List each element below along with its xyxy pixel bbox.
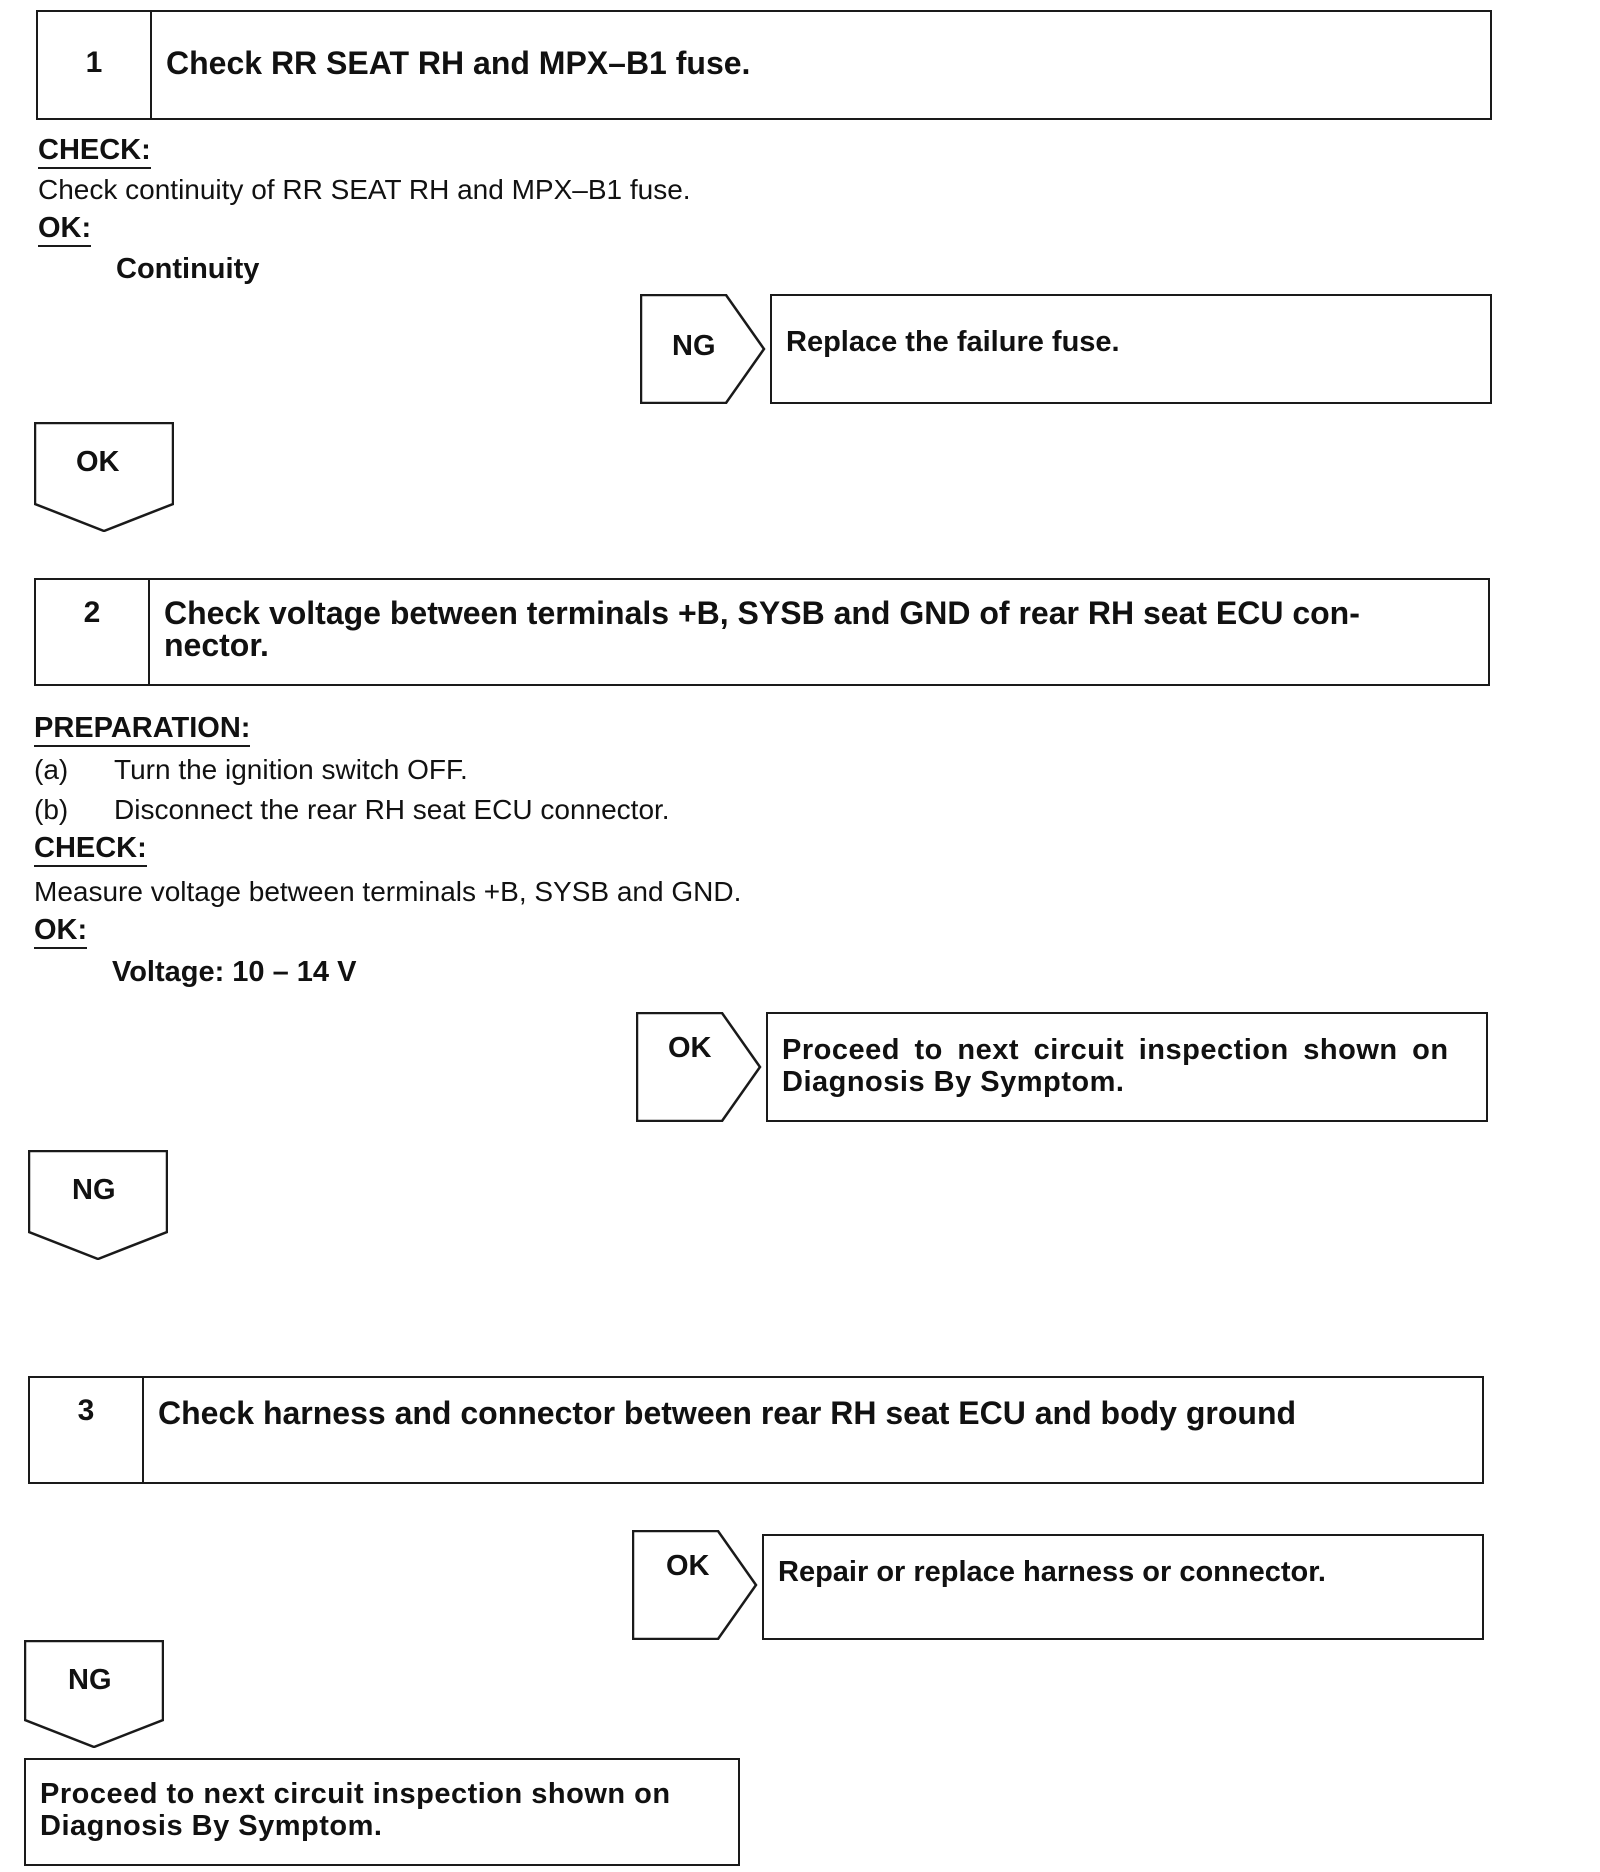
step-2-ok-result-line-1: Proceed to next circuit inspection shown on xyxy=(782,1034,1449,1066)
step-2-ok-result xyxy=(766,1012,1488,1122)
prep-item-text: Turn the ignition switch OFF. xyxy=(114,754,468,785)
step-1-number: 1 xyxy=(38,12,152,118)
step-1-ok-arrow-label: OK xyxy=(76,446,120,478)
prep-item-text: Disconnect the rear RH seat ECU connector. xyxy=(114,794,670,825)
step-1-title: Check RR SEAT RH and MPX–B1 fuse. xyxy=(166,45,751,81)
step-2-ok-arrow-label: OK xyxy=(668,1032,712,1064)
step-2-ok-value: Voltage: 10 – 14 V xyxy=(112,956,357,988)
step-3-ok-arrow xyxy=(632,1530,758,1640)
step-2-title-line-1: Check voltage between terminals +B, SYSB and GND of rear RH seat ECU con- xyxy=(164,595,1360,631)
step-2-ok-arrow xyxy=(636,1012,762,1122)
step-3-number: 3 xyxy=(30,1378,144,1482)
step-1-ok-value: Continuity xyxy=(116,253,260,285)
step-1-header xyxy=(36,10,1492,120)
step-3-title: Check harness and connector between rear RH seat ECU and body ground xyxy=(158,1395,1297,1431)
step-1-ng-arrow-label: NG xyxy=(672,330,716,362)
prep-item-mark: (b) xyxy=(34,794,69,825)
step-3-ng-arrow-label: NG xyxy=(68,1664,112,1696)
right-arrow-icon xyxy=(636,1012,762,1122)
step-2-ng-arrow-label: NG xyxy=(72,1174,116,1206)
step-2-check-text: Measure voltage between terminals +B, SYSB and GND. xyxy=(34,876,742,907)
step-1-check-text: Check continuity of RR SEAT RH and MPX–B1 fuse. xyxy=(38,174,691,205)
right-arrow-icon xyxy=(632,1530,758,1640)
prep-item-mark: (a) xyxy=(34,754,69,785)
step-2-number: 2 xyxy=(36,580,150,684)
step-3-ng-result-line-2: Diagnosis By Symptom. xyxy=(40,1810,383,1842)
step-1-check-label: CHECK: xyxy=(38,134,151,169)
step-2-preparation-label: PREPARATION: xyxy=(34,712,250,747)
step-1-ng-arrow xyxy=(640,294,766,404)
step-2-ng-arrow xyxy=(28,1150,168,1260)
step-1-ng-result: Replace the failure fuse. xyxy=(770,294,1492,404)
step-2-check-label: CHECK: xyxy=(34,832,147,867)
step-1-ok-arrow xyxy=(34,422,174,532)
step-3-ng-result xyxy=(24,1758,740,1866)
step-3-ng-arrow xyxy=(24,1640,164,1748)
step-3-ok-arrow-label: OK xyxy=(666,1550,710,1582)
step-2-ok-label: OK: xyxy=(34,914,87,949)
step-2-prep-item-a xyxy=(34,754,468,786)
step-2-ok-result-line-2: Diagnosis By Symptom. xyxy=(782,1066,1125,1098)
step-3-ng-result-line-1: Proceed to next circuit inspection shown on xyxy=(40,1778,671,1810)
step-3-ok-result: Repair or replace harness or connector. xyxy=(762,1534,1484,1640)
step-2-header xyxy=(34,578,1490,686)
step-2-prep-item-b xyxy=(34,794,670,826)
step-3-header xyxy=(28,1376,1484,1484)
step-2-title-line-2: nector. xyxy=(164,627,269,663)
step-1-ok-label: OK: xyxy=(38,212,91,247)
